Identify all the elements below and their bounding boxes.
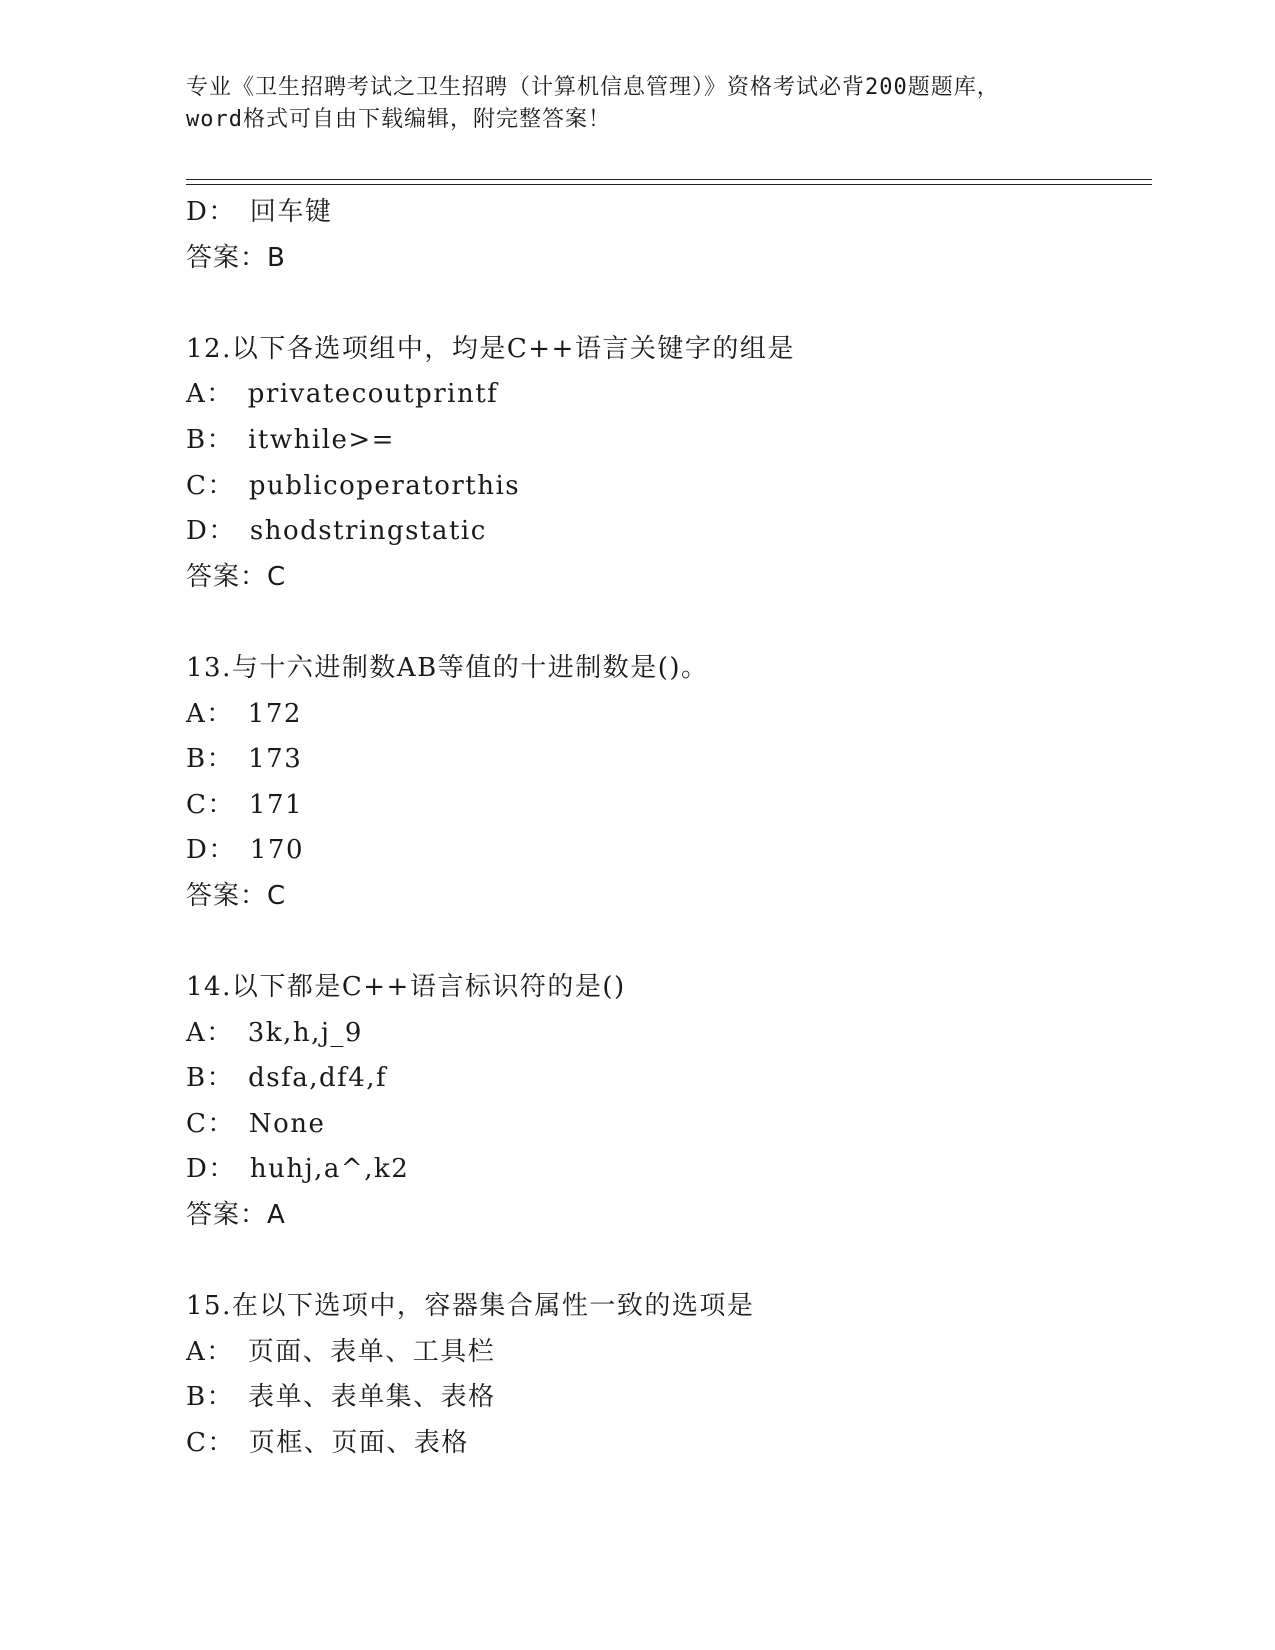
question-text: 13.与十六进制数AB等值的十进制数是()。: [186, 652, 709, 683]
option-row: [186, 1147, 1146, 1193]
option-text: 页面、表单、工具栏: [247, 1336, 496, 1367]
header-divider-bottom: [186, 184, 1152, 185]
option-row: [186, 1421, 1146, 1467]
option-label: A：: [186, 379, 234, 410]
option-text: 表单、表单集、表格: [248, 1382, 496, 1413]
option-label: B：: [186, 1382, 235, 1413]
option-label: D：: [186, 1154, 236, 1185]
option-text: 3k,h,j_9: [247, 1017, 363, 1048]
blank-spacer: [186, 920, 1146, 966]
option-row: [186, 1102, 1146, 1148]
option-label: A：: [186, 1017, 234, 1048]
option-label: C：: [186, 470, 235, 501]
blank-spacer: [186, 281, 1146, 327]
header-title-line-1: 专业《卫生招聘考试之卫生招聘（计算机信息管理）》资格考试必背200题题库，: [186, 75, 1000, 100]
option-text: 173: [248, 744, 303, 775]
option-text: 171: [248, 789, 304, 820]
option-row: [186, 372, 1146, 418]
answer-text: 答案：C: [186, 561, 287, 592]
blank-spacer: [186, 600, 1146, 646]
option-text: privatecoutprintf: [247, 379, 499, 410]
option-text: huhj,a^,k2: [249, 1154, 410, 1185]
question-text: 15.在以下选项中，容器集合属性一致的选项是: [186, 1291, 755, 1322]
option-row: [186, 1375, 1146, 1421]
option-text: None: [248, 1108, 326, 1139]
option-text: 页框、页面、表格: [248, 1428, 469, 1459]
option-text: itwhile>=: [248, 424, 395, 455]
header-title-line-2: word格式可自由下载编辑，附完整答案！: [186, 107, 611, 132]
option-text: publicoperatorthis: [248, 470, 521, 501]
option-row: [186, 464, 1146, 510]
blank-spacer: [186, 1239, 1146, 1285]
document-header: [186, 72, 1086, 136]
option-row: [186, 783, 1146, 829]
option-label: C：: [186, 789, 235, 820]
option-text: dsfa,df4,f: [248, 1063, 388, 1094]
option-text: 172: [247, 698, 302, 729]
option-row: [186, 509, 1146, 555]
option-text: shodstringstatic: [249, 516, 487, 547]
option-text: 170: [249, 835, 304, 866]
option-row: [186, 737, 1146, 783]
option-label: D：: [186, 516, 236, 547]
option-label: B：: [186, 744, 235, 775]
option-row: [186, 692, 1146, 738]
option-label: D：: [186, 835, 236, 866]
option-label: A：: [186, 1336, 234, 1367]
option-label: C：: [186, 1428, 235, 1459]
option-row: [186, 828, 1146, 874]
answer-text: 答案：C: [186, 880, 287, 911]
option-text: 回车键: [249, 197, 333, 227]
option-row: [186, 1056, 1146, 1102]
question-text: 12.以下各选项组中，均是C++语言关键字的组是: [186, 333, 795, 364]
option-label: C：: [186, 1108, 235, 1139]
option-row: [186, 1011, 1146, 1057]
header-divider-top: [186, 179, 1152, 180]
option-label: B：: [186, 424, 235, 455]
answer-text: 答案：A: [186, 1200, 286, 1231]
option-label: A：: [186, 698, 234, 729]
option-label: D：: [186, 197, 236, 227]
option-row: [186, 190, 1146, 236]
question-text: 14.以下都是C++语言标识符的是(): [186, 972, 626, 1003]
option-label: B：: [186, 1063, 235, 1094]
option-row: [186, 418, 1146, 464]
option-row: [186, 1330, 1146, 1376]
answer-text: 答案：B: [186, 242, 286, 273]
question-list: [186, 190, 1146, 1467]
